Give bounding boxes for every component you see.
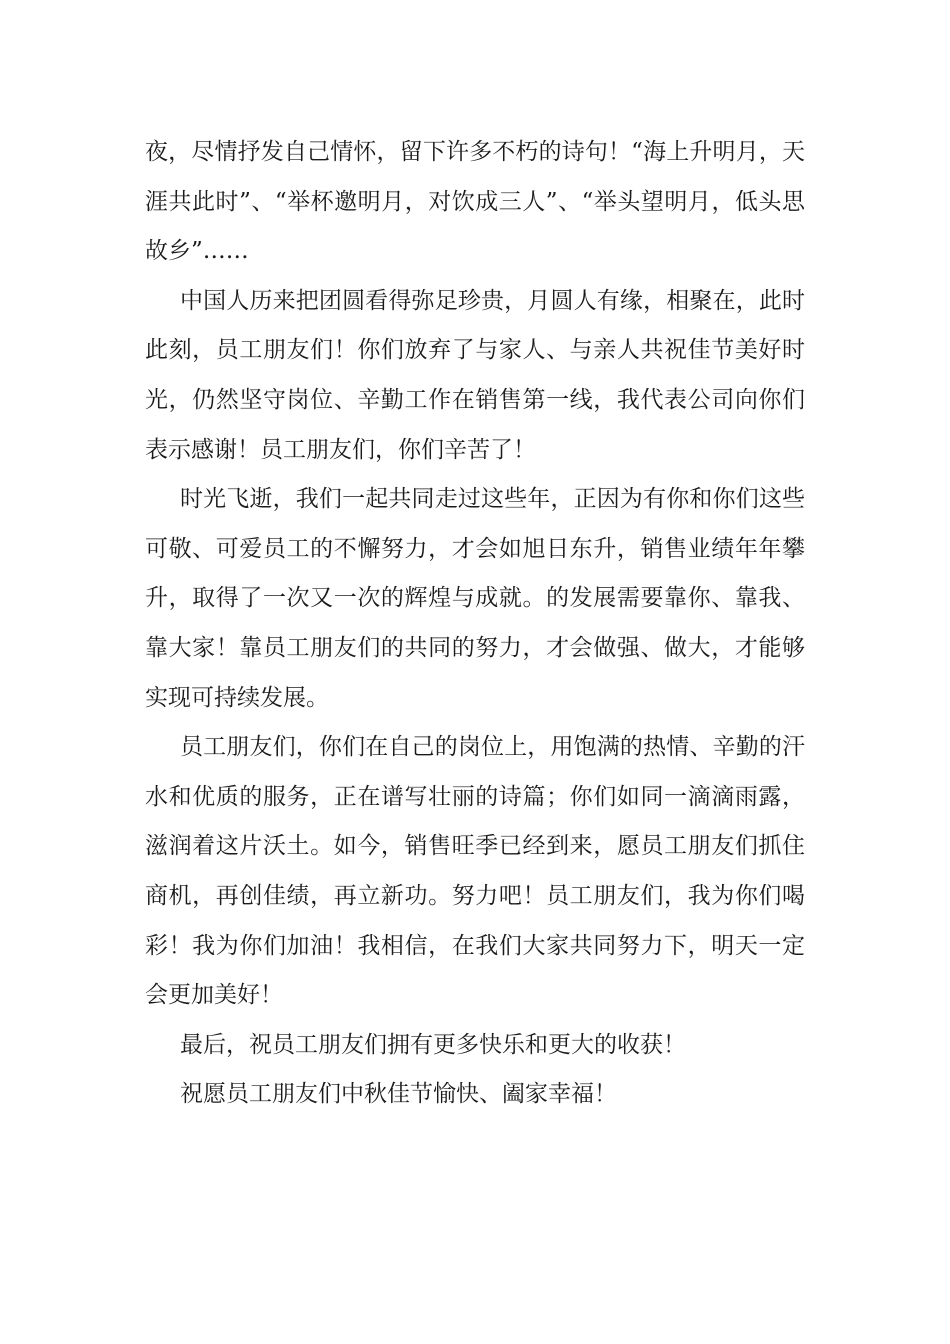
paragraph-2: 中国人历来把团圆看得弥足珍贵，月圆人有缘，相聚在，此时此刻，员工朋友们！你们放弃了与家人、与亲人共祝佳节美好时光，仍然坚守岗位、辛勤工作在销售第一线，我代表公司向你们表示感谢！员工朋友们，你们辛苦了！ xyxy=(145,287,805,463)
paragraph-1: 夜，尽情抒发自己情怀，留下许多不朽的诗句！“海上升明月，天涯共此时”、“举杯邀明月，对饮成三人”、“举头望明月，低头思故乡”…… xyxy=(145,139,805,265)
paragraph-5: 最后，祝员工朋友们拥有更多快乐和更大的收获！ xyxy=(180,1031,686,1058)
paragraph-3: 时光飞逝，我们一起共同走过这些年，正因为有你和你们这些可敬、可爱员工的不懈努力，才会如旭日东升，销售业绩年年攀升，取得了一次又一次的辉煌与成就。的发展需要靠你、靠我、靠大家！靠员工朋友们的共同的努力，才会做强、做大，才能够实现可持续发展。 xyxy=(145,486,805,711)
document-page xyxy=(145,128,805,1120)
paragraph-6: 祝愿员工朋友们中秋佳节愉快、阖家幸福！ xyxy=(180,1081,617,1108)
paragraph-4: 员工朋友们，你们在自己的岗位上，用饱满的热情、辛勤的汗水和优质的服务，正在谱写壮丽的诗篇；你们如同一滴滴雨露，滋润着这片沃土。如今，销售旺季已经到来，愿员工朋友们抓住商机，再创佳绩，再立新功。努力吧！员工朋友们，我为你们喝彩！我为你们加油！我相信，在我们大家共同努力下，明天一定会更加美好！ xyxy=(145,734,805,1009)
